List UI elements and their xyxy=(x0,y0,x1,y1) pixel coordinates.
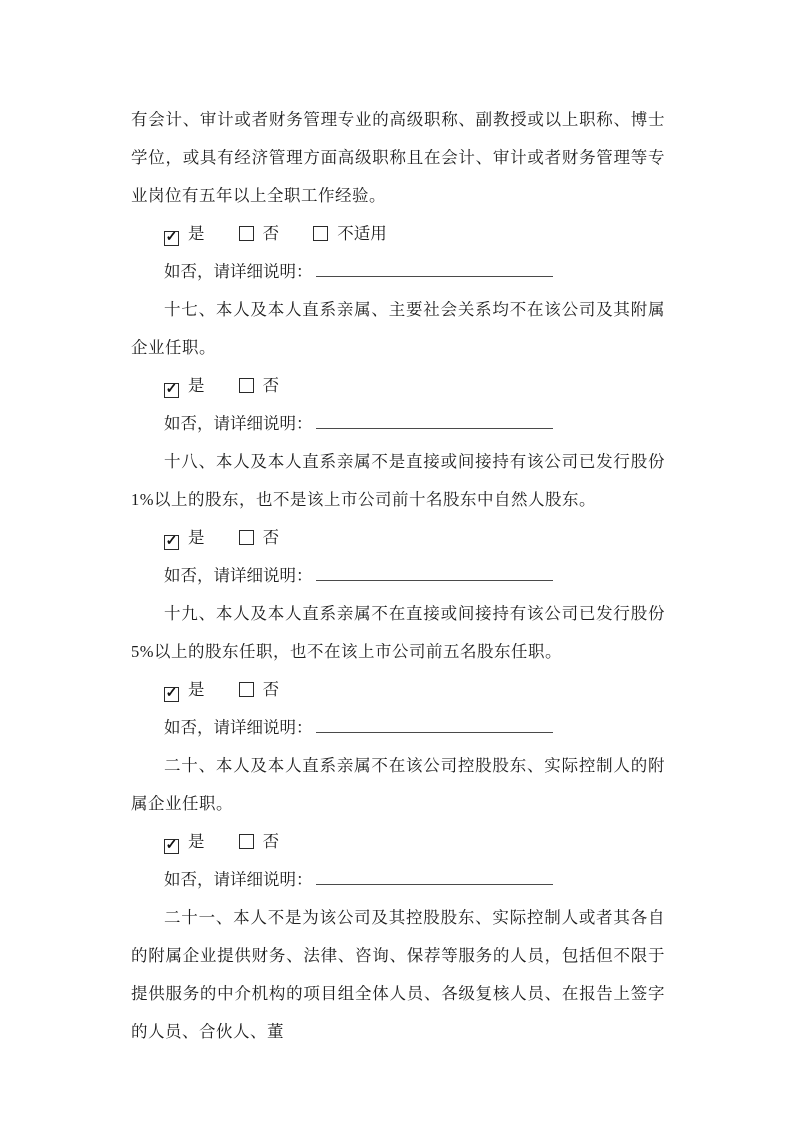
option-yes[interactable] xyxy=(164,823,205,861)
option-yes[interactable] xyxy=(164,367,205,405)
option-no[interactable] xyxy=(239,823,280,861)
checkbox-icon[interactable]: ✓ xyxy=(165,686,178,701)
section-continuation xyxy=(131,101,665,291)
detail-prompt: 如否，请详细说明： xyxy=(164,262,313,281)
option-yes[interactable] xyxy=(164,215,205,253)
checkbox-icon[interactable] xyxy=(239,530,254,545)
option-label: 是 xyxy=(188,224,205,243)
option-yes[interactable] xyxy=(164,671,205,709)
section-19 xyxy=(131,595,665,747)
options-row xyxy=(131,215,665,253)
section-18 xyxy=(131,443,665,595)
detail-blank-line[interactable] xyxy=(316,717,553,734)
option-label: 否 xyxy=(262,528,280,547)
detail-blank-line[interactable] xyxy=(316,413,553,430)
option-no[interactable] xyxy=(239,215,280,253)
section-paragraph: 十七、本人及本人直系亲属、主要社会关系均不在该公司及其附属企业任职。 xyxy=(131,300,665,357)
option-no[interactable] xyxy=(239,367,280,405)
detail-prompt: 如否，请详细说明： xyxy=(164,718,313,737)
checkbox-icon[interactable]: ✓ xyxy=(165,230,178,245)
checkbox-icon[interactable]: ✓ xyxy=(165,838,178,853)
detail-row xyxy=(131,253,665,291)
section-paragraph: 二十、本人及本人直系亲属不在该公司控股股东、实际控制人的附属企业任职。 xyxy=(131,756,665,813)
option-label: 不适用 xyxy=(337,224,387,243)
options-row xyxy=(131,823,665,861)
option-label: 否 xyxy=(262,224,280,243)
detail-row xyxy=(131,405,665,443)
detail-prompt: 如否，请详细说明： xyxy=(164,870,313,889)
option-label: 是 xyxy=(188,832,205,851)
detail-blank-line[interactable] xyxy=(316,565,553,582)
detail-blank-line[interactable] xyxy=(316,869,553,886)
detail-prompt: 如否，请详细说明： xyxy=(164,566,313,585)
detail-row xyxy=(131,861,665,899)
options-row xyxy=(131,671,665,709)
checkbox-icon[interactable] xyxy=(239,834,254,849)
detail-blank-line[interactable] xyxy=(316,261,553,278)
checkbox-icon[interactable]: ✓ xyxy=(165,534,178,549)
detail-prompt: 如否，请详细说明： xyxy=(164,414,313,433)
option-not-applicable[interactable] xyxy=(313,215,387,253)
section-paragraph: 十八、本人及本人直系亲属不是直接或间接持有该公司已发行股份 1%以上的股东，也不是该上市公司前十名股东中自然人股东。 xyxy=(131,452,665,509)
checkbox-icon[interactable] xyxy=(239,378,254,393)
option-label: 否 xyxy=(262,680,280,699)
option-yes[interactable] xyxy=(164,519,205,557)
section-paragraph: 二十一、本人不是为该公司及其控股股东、实际控制人或者其各自的附属企业提供财务、法律、咨询、保荐等服务的人员，包括但不限于提供服务的中介机构的项目组全体人员、各级复核人员、在报告上签字的人员、合伙人、董 xyxy=(131,908,665,1041)
checkbox-icon[interactable] xyxy=(239,226,254,241)
option-label: 是 xyxy=(188,680,205,699)
option-label: 是 xyxy=(188,376,205,395)
section-21 xyxy=(131,899,665,1051)
option-label: 否 xyxy=(262,832,280,851)
detail-row xyxy=(131,709,665,747)
section-20 xyxy=(131,747,665,899)
checkbox-icon[interactable] xyxy=(239,682,254,697)
option-label: 否 xyxy=(262,376,280,395)
options-row xyxy=(131,367,665,405)
section-17 xyxy=(131,291,665,443)
section-paragraph: 有会计、审计或者财务管理专业的高级职称、副教授或以上职称、博士学位，或具有经济管理方面高级职称且在会计、审计或者财务管理等专业岗位有五年以上全职工作经验。 xyxy=(131,110,665,205)
section-paragraph: 十九、本人及本人直系亲属不在直接或间接持有该公司已发行股份 5%以上的股东任职，也不在该上市公司前五名股东任职。 xyxy=(131,604,665,661)
option-no[interactable] xyxy=(239,519,280,557)
option-label: 是 xyxy=(188,528,205,547)
options-row xyxy=(131,519,665,557)
detail-row xyxy=(131,557,665,595)
checkbox-icon[interactable]: ✓ xyxy=(165,382,178,397)
option-no[interactable] xyxy=(239,671,280,709)
checkbox-icon[interactable] xyxy=(313,226,328,241)
